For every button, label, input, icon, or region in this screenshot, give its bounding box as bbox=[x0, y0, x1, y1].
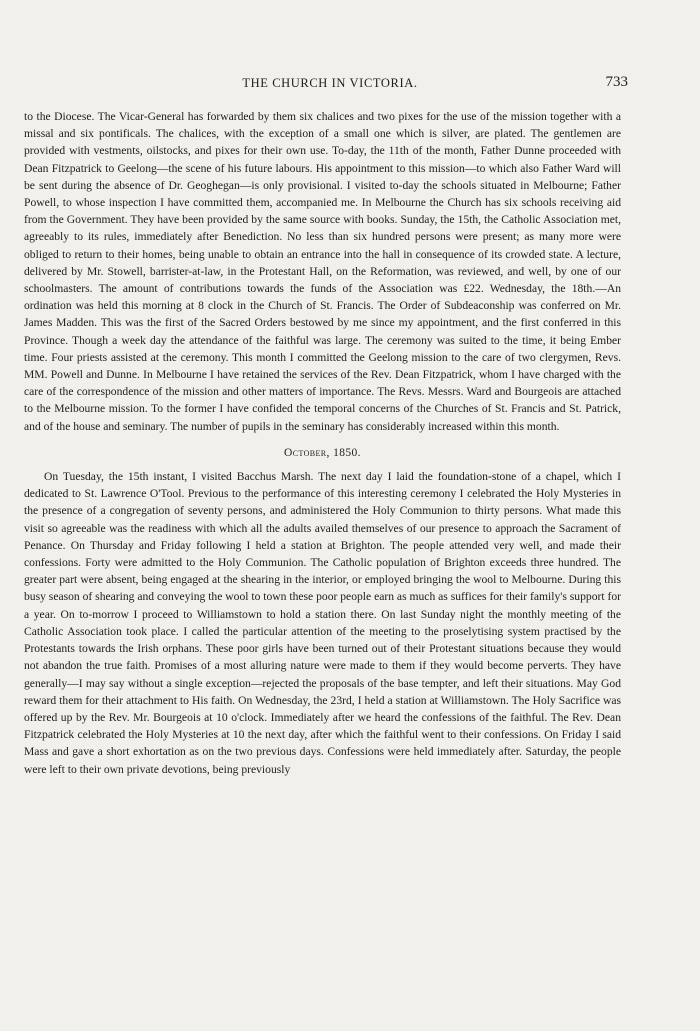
paragraph: On Tuesday, the 15th instant, I visited Bacchus Marsh. The next day I laid the foundation-stone of a chapel, which I dedicated to St. Lawrence O'Tool. Previous to the performance of this interesting ceremony I celebrated the Holy Mysteries in the presence of a congregation of seventy persons, and administered the Holy Communion to thirty persons. What made this visit so agreeable was the readiness with which all the adults availed themselves of our presence to approach the Sacrament of Penance. On Thursday and Friday following I held a station at Brighton. The people attended very well, and made their confessions. Forty were admitted to the Holy Communion. The Catholic population of Brighton exceeds three hundred. The greater part were absent, being engaged at the shearing in the interior, or employed bringing the wool to Melbourne. During this busy season of shearing and conveying the wool to town these poor people earn as much as suffices for their family's support for a year. On to-morrow I proceed to Williamstown to hold a station there. On last Sunday night the monthly meeting of the Catholic Association took place. I called the particular attention of the meeting to the proselytising system practised by the Protestants towards the Irish orphans. These poor girls have been turned out of their Protestant situations because they would not abandon the true faith. Promises of a most alluring nature were made to them if they would become perverts. They have generally—I may say without a single exception—rejected the proposals of the base tempter, and left their situations. May God reward them for their attachment to His faith. On Wednesday, the 23rd, I held a station at Williamstown. The Holy Sacrifice was offered up by the Rev. Mr. Bourgeois at 10 o'clock. Immediately after we heard the confessions of the faithful. The Rev. Dean Fitzpatrick celebrated the Holy Mysteries at 10 the next day, after which the faithful went to their confessions. On Friday I said Mass and gave a short exhortation as on the two previous days. Confessions were held immediately after. Saturday, the people were left to their own private devotions, being previously bbox=[24, 470, 621, 776]
page-number: 733 bbox=[605, 74, 628, 90]
paragraph: to the Diocese. The Vicar-General has forwarded by them six chalices and two pixes for the use of the mission together with a missal and six pontificals. The chalices, with the exception of a small one which is silver, are plated. The gentlemen are provided with vestments, oilstocks, and pixes for their own use. To-day, the 11th of the month, Father Dunne proceeded with Dean Fitzpatrick to Geelong—the scene of his future labours. His appointment to this mission—to which also Father Ward will be sent during the absence of Dr. Geoghegan—is only provisional. I visited to-day the schools situated in Melbourne; Father Powell, to whose inspection I have committed them, accompanied me. In Melbourne the Church has six schools receiving aid from the Government. They have been provided by the same source with books. Sunday, the 15th, the Catholic Association met, agreeably to its rules, immediately after Benediction. No less than six hundred persons were present; as many more were obliged to return to their homes, being unable to obtain an entrance into the hall in consequence of its crowded state. A lecture, delivered by Mr. Stowell, barrister-at-law, in the Protestant Hall, on the Reformation, was reviewed, and well, by one of our schoolmasters. The amount of contributions towards the funds of the Association was £22. Wednesday, the 18th.—An ordination was held this morning at 8 clock in the Church of St. Francis. The Order of Subdeaconship was conferred on Mr. James Madden. This was the first of the Sacred Orders bestowed by me since my appointment, and the first conferred in this Province. Though a week day the attendance of the faithful was large. The ceremony was suited to the time, it being Ember time. Four priests assisted at the ceremony. This month I committed the Geelong mission to the care of two clergymen, Revs. MM. Powell and Dunne. In Melbourne I have retained the services of the Rev. Dean Fitzpatrick, whom I have charged with the care of the correspondence of the mission and other matters of importance. The Revs. Messrs. Ward and Bourgeois are attached to the Melbourne mission. To the former I have confided the temporal concerns of the Churches of St. Francis and St. Patrick, and of the house and seminary. The number of pupils in the seminary has considerably increased within this month. bbox=[24, 110, 621, 433]
running-title: THE CHURCH IN VICTORIA. bbox=[242, 76, 418, 90]
page-header bbox=[0, 74, 700, 94]
body-text bbox=[24, 108, 621, 778]
section-heading: October, 1850. bbox=[284, 446, 361, 459]
